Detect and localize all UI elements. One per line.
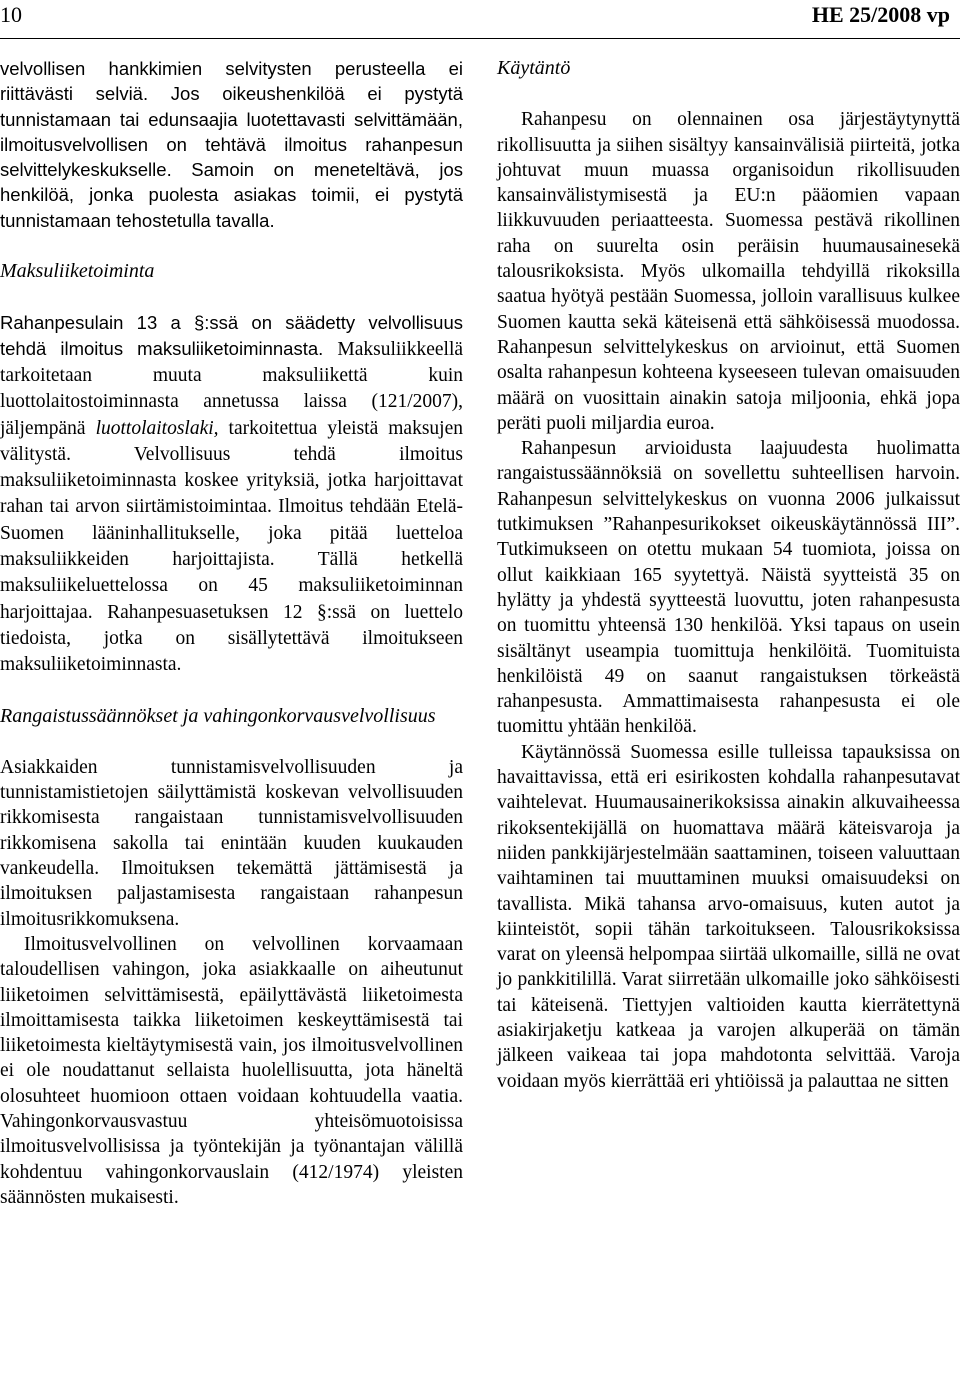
paragraph-maksuliiketoiminta-text-a: Maksuliikkeellä tarkoitetaan muuta maksuliikettä kuin luottolaitostoiminnasta annetussa laissa (121/2007), jäljempänä <box>0 338 464 439</box>
document-id: HE 25/2008 vp <box>811 2 950 27</box>
paragraph-rahanpesutavat: Käytännössä Suomessa esille tulleissa tapauksissa on havaittavissa, että eri esirikosten kohdalla rahanpesutavat vaihtelevat. Huumausainerikoksissa ainakin alkuvaiheessa rikoksentekijällä on huomattava määrä käteisvaroja ja niiden pankkijärjestelmään saattaminen, toiseen valuuttaan vaihtaminen tai muuttaminen muuksi omaisuudeksi on tavallista. Mikä tahansa arvo-omaisuus, kuten autot ja kiinteistöt, sopii tähän tarkoitukseen. Talousrikoksissa varat on yleensä helpompaa siirtää ulkomaille, sillä ne ovat jo pankkitilillä. Varat siirretään ulkomaille joko sähköisesti tai käteisenä. Tiettyjen valtioiden kautta kierrätettynä asiakirjaketju katkeaa ja varojen alkuperää on tämän jälkeen vaikeaa tai jopa mahdotonta selvittää. Varoja voidaan myös kierrättää eri yhtiöissä ja palauttaa ne sitten <box>497 741 960 1092</box>
paragraph-maksuliiketoiminta-law: Rahanpesulain 13 a §:ssä on säädetty velvollisuus tehdä ilmoitus maksuliiketoiminnasta. <box>0 312 463 359</box>
heading-rangaistussaannokset: Rangaistussäännökset ja vahingonkorvausvelvollisuus <box>0 704 436 727</box>
paragraph-vahingonkorvaus: Ilmoitusvelvollinen on velvollinen korvaamaan taloudellisen vahingon, joka asiakkaalle on aiheutunut liiketoimen selvittämisestä, epäilyttävästä liiketoimesta ilmoittamisesta taikka liiketoimen keskeyttämisestä tai liiketoimesta kieltäytymisestä vain, jos ilmoitusvelvollinen ei ole noudattanut sellaista huolellisuutta, jota häneltä olosuhteet huomioon ottaen voidaan kohtuudella vaatia. Vahingonkorvausvastuu yhteisömuotoisissa ilmoitusvelvollisissa ja työntekijän ja työnantajan välillä kohdentuu vahingonkorvauslain (412/1974) yleisten säännösten mukaisesti. <box>0 933 463 1208</box>
heading-maksuliiketoiminta: Maksuliiketoiminta <box>0 260 155 283</box>
paragraph-maksuliiketoiminta-text-b: tarkoitettua yleistä maksujen välitystä. Velvollisuus tehdä ilmoitus maksuliiketoiminnasta koskee yrityksiä, jotka harjoittavat rahan tai arvon siirtämistoimintaa. Ilmoitus tehdään Etelä-Suomen lääninhallitukselle, joka pitää luetteloa maksuliikkeiden harjoittajista. Tällä hetkellä maksuliikeluettelossa on 45 maksuliiketoiminnan harjoittajaa. Rahanpesuasetuksen 12 §:ssä on luettelo tiedoista, jotka on sisällytettävä ilmoitukseen maksuliiketoiminnasta. <box>0 417 463 676</box>
paragraph-maksuliiketoiminta-intro <box>0 310 463 677</box>
heading-kaytanto: Käytäntö <box>497 57 571 79</box>
left-column <box>0 56 463 1210</box>
paragraph-identification-followup: velvollisen hankkimien selvitysten perusteella ei riittävästi selviä. Jos oikeushenkilöä ei pystytä tunnistamaan tai edunsaajia luotettavasti selvittämään, ilmoitusvelvollisen on tehtävä ilmoitus rahanpesun selvittelykeskukselle. Samoin on meneteltävä, jos henkilöä, jonka puolesta asiakas toimii, ei pystytä tunnistamaan tehostetulla tavalla. <box>0 58 463 231</box>
page-header <box>0 0 960 39</box>
right-column <box>497 56 960 1094</box>
term-luottolaitoslaki: luottolaitoslaki, <box>95 417 219 439</box>
paragraph-rangaistukset: Asiakkaiden tunnistamisvelvollisuuden ja tunnistamistietojen säilyttämistä koskevan velvollisuuden rikkomisesta rangaistaan tunnistamisvelvollisuuden rikkomisena sakolla tai enintään kuuden kuukauden vankeudella. Ilmoituksen tekemättä jättämisestä ja ilmoituksen paljastamisesta rangaistaan rahanpesun ilmoitusrikkomuksena. <box>0 756 463 930</box>
paragraph-rahanpesu-yleisesti: Rahanpesu on olennainen osa järjestäytynyttä rikollisuutta ja siihen sisältyy kansainvälisiä piirteitä, jotka johtuvat muun muassa organisoidun rikollisuuden kansainvälistymisestä ja EU:n pääomien vapaan liikkuvuuden periaatteesta. Suomessa pestävä rikollinen raha on suurelta osin peräisin huumausainesekä talousrikoksista. Myös ulkomailla tehdyillä rikoksilla saatua hyötyä pestään Suomessa, jolloin varallisuus kulkee Suomen kautta sekä käteisenä että sähköisessä muodossa. Rahanpesun selvittelykeskus on arvioinut, että Suomen osalta rahanpesun kohteena kyseeseen tulevan omaisuuden määrä on vuosittain ainakin satoja miljoonia, ehkä jopa peräti puoli miljardia euroa. <box>497 109 960 434</box>
page-number: 10 <box>0 2 22 27</box>
paragraph-rangaistussaannosten-soveltaminen: Rahanpesun arvioidusta laajuudesta huolimatta rangaistussäännöksiä on sovellettu suhteellisen harvoin. Rahanpesun selvittelykeskus on vuonna 2006 julkaissut tutkimuksen ”Rahanpesurikokset oikeuskäytännössä III”. Tutkimukseen on otettu mukaan 54 tuomiota, joissa on ollut kaikkiaan 165 syytettyä. Näistä syytteistä 35 on hylätty ja yhdestä syytteestä luovuttu, joten rahanpesusta on tuomittu yhteensä 130 henkilöä. Yksi tapaus on usein sisältänyt useampia tuomittuja henkilöitä. Tuomituista henkilöistä 49 on saanut rangaistuksen törkeästä rahanpesusta. Ammattimaisesta rahanpesusta ei ole tuomittu yhtään henkilöä. <box>497 438 960 738</box>
